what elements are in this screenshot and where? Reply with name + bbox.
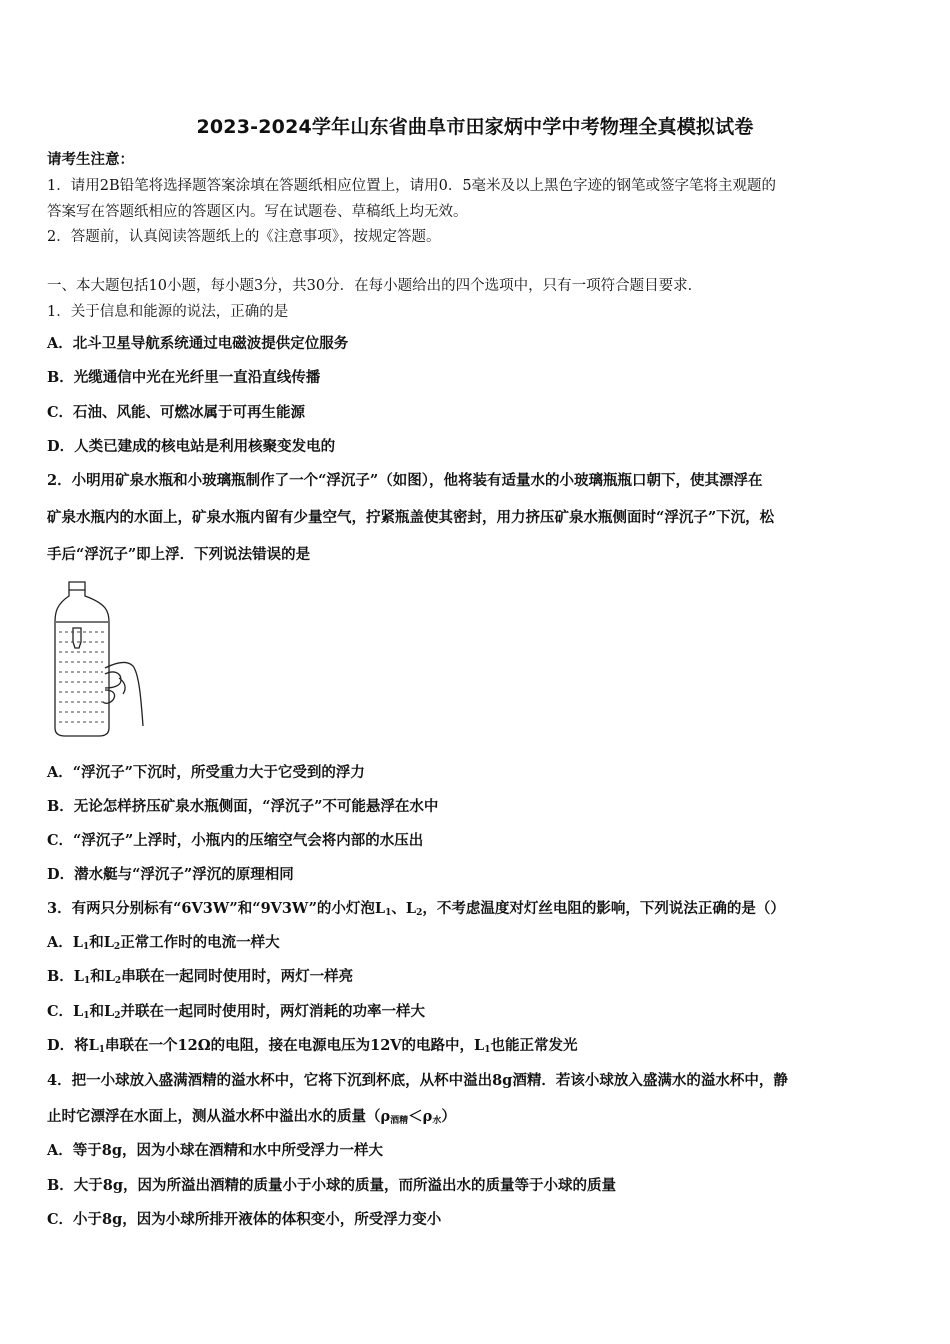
notice-item-1-cont: 答案写在答题纸相应的答题区内。写在试题卷、草稿纸上均无效。 xyxy=(47,204,468,220)
notice-heading: 请考生注意： xyxy=(47,151,134,168)
cartesian-diver-figure xyxy=(47,578,147,740)
question-1-option-b: B．光缆通信中光在光纤里一直沿直线传播 xyxy=(47,369,321,386)
question-2-option-a: A．“浮沉子”下沉时，所受重力大于它受到的浮力 xyxy=(47,764,365,781)
question-4-option-c: C．小于8g，因为小球所排开液体的体积变小，所受浮力变小 xyxy=(47,1211,442,1228)
question-2-stem-cont: 矿泉水瓶内的水面上，矿泉水瓶内留有少量空气，拧紧瓶盖使其密封，用力挤压矿泉水瓶侧面时“浮沉子”下沉，松 xyxy=(47,509,775,526)
bottle-in-hand-illustration xyxy=(47,578,147,740)
question-1-option-c: C．石油、风能、可燃冰属于可再生能源 xyxy=(47,404,306,421)
question-3-option-b: B．$L_1$和$L_2$串联在一起同时使用时，两灯一样亮 xyxy=(47,968,354,986)
question-1-option-a: A．北斗卫星导航系统通过电磁波提供定位服务 xyxy=(47,335,349,352)
question-4-option-a: A．等于8g，因为小球在酒精和水中所受浮力一样大 xyxy=(47,1142,383,1159)
question-4-option-b: B．大于8g，因为所溢出酒精的质量小于小球的质量，而所溢出水的质量等于小球的质量 xyxy=(47,1177,616,1194)
question-4-stem: 4．把一小球放入盛满酒精的溢水杯中，它将下沉到杯底，从杯中溢出8g酒精．若该小球放入盛满水的溢水杯中，静 xyxy=(47,1072,788,1089)
question-3-option-d: D．将$L_1$串联在一个12Ω的电阻，接在电源电压为12V的电路中，$L_1$也能正常发光 xyxy=(47,1037,578,1055)
question-2-stem: 2．小明用矿泉水瓶和小玻璃瓶制作了一个“浮沉子”（如图），他将装有适量水的小玻璃瓶瓶口朝下，使其漂浮在 xyxy=(47,472,763,489)
page-title: 2023-2024学年山东省曲阜市田家炳中学中考物理全真模拟试卷 xyxy=(196,116,754,138)
question-2-option-c: C．“浮沉子”上浮时，小瓶内的压缩空气会将内部的水压出 xyxy=(47,832,424,849)
question-1-stem: 1．关于信息和能源的说法，正确的是 xyxy=(47,304,289,320)
question-2-option-b: B．无论怎样挤压矿泉水瓶侧面，“浮沉子”不可能悬浮在水中 xyxy=(47,798,439,815)
question-4-stem-cont: 止时它漂浮在水面上，测从溢水杯中溢出水的质量$(\rho_{酒精}<\rho_水)$ xyxy=(47,1108,456,1126)
question-3-option-c: C．$L_1$和$L_2$并联在一起同时使用时，两灯消耗的功率一样大 xyxy=(47,1003,425,1021)
question-1-option-d: D．人类已建成的核电站是利用核聚变发电的 xyxy=(47,438,336,455)
section-heading: 一、本大题包括10小题，每小题3分，共30分．在每小题给出的四个选项中，只有一项符合题目要求． xyxy=(47,278,703,294)
question-2-stem-end: 手后“浮沉子”即上浮．下列说法错误的是 xyxy=(47,546,311,563)
notice-item-2: 2．答题前，认真阅读答题纸上的《注意事项》，按规定答题。 xyxy=(47,229,441,245)
question-3-option-a: A．$L_1$和$L_2$正常工作时的电流一样大 xyxy=(47,934,280,952)
question-3-stem: 3．有两只分别标有“6V3W”和“9V3W”的小灯泡$L_1$、$L_2$，不考虑温度对灯丝电阻的影响，下列说法正确的是（） xyxy=(47,900,785,918)
question-2-option-d: D．潜水艇与“浮沉子”浮沉的原理相同 xyxy=(47,866,294,883)
notice-item-1: 1．请用2B铅笔将选择题答案涂填在答题纸相应位置上，请用0．5毫米及以上黑色字迹的钢笔或签字笔将主观题的 xyxy=(47,178,777,194)
